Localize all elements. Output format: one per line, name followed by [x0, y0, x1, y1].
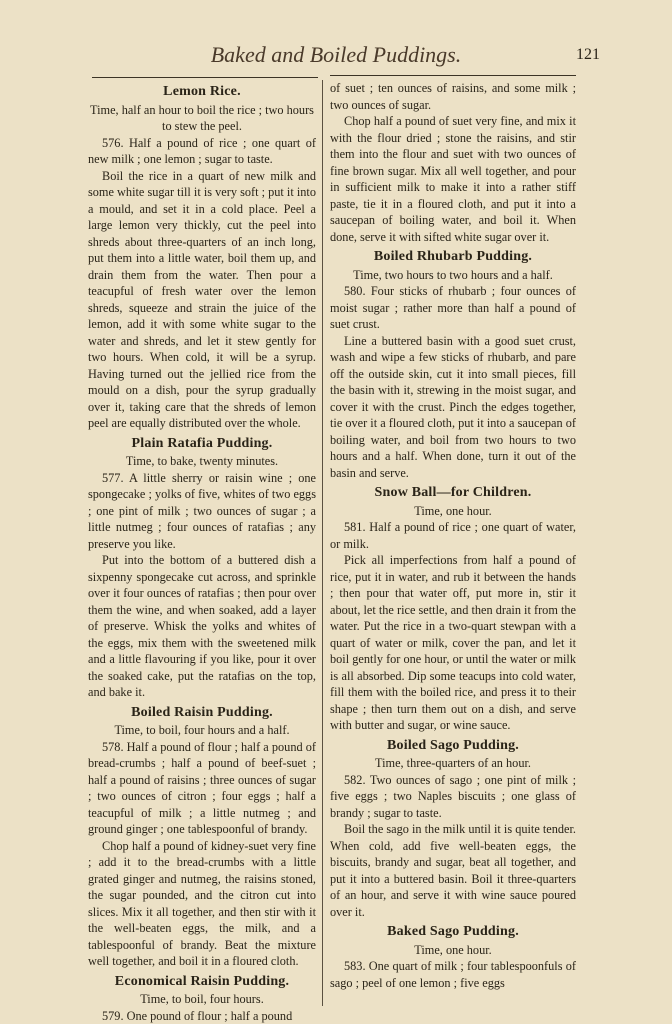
recipe-paragraph: Pick all imperfections from half a pound of rice, put it in water, and rub it between the hands ; then pour that water off, put more in, stir it about, let the rice settle, and then drain it from the water. Put the rice in a two-quart stewpan with a quart of water or milk, cover the pan, and let it boil gently for one hour, or until the water or milk is all absorbed. Dip some teacups into cold water, fill them with the boiled rice, and press it to their shape ; then turn them out on a dish, and serve with butter and sugar, or wine sauce.	[330, 553, 576, 732]
cooking-time: Time, two hours to two hours and a half.	[353, 267, 553, 282]
cooking-time: Time, one hour.	[414, 503, 492, 518]
continued-paragraph: of suet ; ten ounces of raisins, and some milk ; two ounces of sugar.	[330, 81, 576, 112]
recipe-paragraph: 581. Half a pound of rice ; one quart of water, or milk.	[330, 520, 576, 551]
header-rule-right	[330, 75, 576, 76]
cooking-time: Time, to bake, twenty minutes.	[125, 454, 279, 468]
cooking-time: Time, half an hour to boil the rice ; two hours to stew the peel.	[90, 102, 314, 133]
cooking-time: Time, one hour.	[414, 942, 492, 957]
recipe-heading: Boiled Raisin Pudding.	[131, 704, 273, 720]
header-rule-left	[92, 77, 318, 78]
page-number: 121	[576, 46, 600, 63]
recipe-heading: Lemon Rice.	[163, 84, 241, 99]
right-column	[330, 80, 576, 991]
cooking-time: Time, three-quarters of an hour.	[375, 756, 531, 770]
recipe-heading: Snow Ball—for Children.	[374, 485, 532, 500]
recipe-paragraph: Boil the sago in the milk until it is quite tender. When cold, add five well-beaten eggs, the biscuits, brandy and sugar, beat all together, and put it into a buttered basin. Boil it three-quarters of an hour, and serve it with wine sauce poured over it.	[330, 822, 576, 919]
recipe-paragraph: Boil the rice in a quart of new milk and some white sugar till it is very soft ; put it into a mould, and set it in a cold place. Peel a large lemon very thickly, cut the peel into shreds about three-quarters of an inch long, put them into a little water, boil them up, and drain them from the water. Then pour a teacupful of fresh water over the lemon shreds, squeeze and strain the juice of the lemon, add it with some white sugar to the water and shreds, and let it stew gently for two hours. When cold, it will be a syrup. Having turned out the jellied rice from the mould on a dish, pour the syrup gradually over it, taking care that the shreds of lemon peel are equally distributed over the whole.	[88, 168, 316, 430]
recipe-paragraph: 577. A little sherry or raisin wine ; one spongecake ; yolks of five, whites of two eggs ; one pint of milk ; two ounces of sugar ; a little nutmeg ; four ounces of ratafias ; any preserve you like.	[88, 470, 316, 551]
recipe-paragraph: Chop half a pound of kidney-suet very fine ; add it to the bread-crumbs with a little grated ginger and nutmeg, the raisins stoned, the sugar pounded, and the citron cut into slices. Mix it all together, and then stir with it the well-beaten eggs, the milk, and a tablespoonful of brandy. Beat the mixture well together, and boil it in a floured cloth.	[88, 838, 316, 968]
recipe-heading: Plain Ratafia Pudding.	[131, 435, 273, 451]
recipe-paragraph: 579. One pound of flour ; half a pound	[102, 1008, 293, 1023]
recipe-paragraph: 576. Half a pound of rice ; one quart of new milk ; one lemon ; sugar to taste.	[88, 135, 316, 166]
recipe-heading: Baked Sago Pudding.	[387, 924, 519, 939]
cooking-time: Time, to boil, four hours and a half.	[114, 723, 290, 737]
recipe-heading: Economical Raisin Pudding.	[114, 973, 290, 989]
recipe-paragraph: 582. Two ounces of sago ; one pint of milk ; five eggs ; two Naples biscuits ; one glass of brandy ; sugar to taste.	[330, 772, 576, 820]
recipe-paragraph: Chop half a pound of suet very fine, and mix it with the flour dried ; stone the raisins, and stir them into the flour and suet with two ounces of fine brown sugar. Mix all well together, and pour in sufficient milk to make it into a rather stiff paste, tie it in a floured cloth, and put it into a saucepan of boiling water, and boil it. When done, serve it with sifted white sugar over it.	[330, 114, 576, 244]
recipe-heading: Boiled Rhubarb Pudding.	[373, 249, 533, 264]
recipe-paragraph: Line a buttered basin with a good suet crust, wash and wipe a few sticks of rhubarb, and pare off the outside skin, cut it into small pieces, fill the basin with it, strewing in the moist sugar, and cover it with the crust. Pinch the edges together, tie over it a floured cloth, put it into a saucepan of boiling water, and boil from two hours to two hours and a half. When done, turn it out of the basin and serve.	[330, 333, 576, 480]
recipe-paragraph: 580. Four sticks of rhubarb ; four ounces of moist sugar ; rather more than half a pound of suet crust.	[330, 284, 576, 331]
left-column	[88, 80, 316, 1024]
running-title: Baked and Boiled Puddings.	[210, 42, 462, 67]
recipe-heading: Boiled Sago Pudding.	[387, 737, 519, 753]
cooking-time: Time, to boil, four hours.	[140, 992, 264, 1006]
page-header	[0, 42, 672, 72]
column-divider	[322, 80, 323, 1006]
recipe-paragraph: 583. One quart of milk ; four tablespoonfuls of sago ; peel of one lemon ; five eggs	[330, 959, 576, 990]
recipe-paragraph: Put into the bottom of a buttered dish a sixpenny spongecake cut across, and sprinkle over it four ounces of ratafias ; then pour over them the wine, and when soaked, add a layer of preserve. Whisk the yolks and whites of the eggs, mix them with the sweetened milk and a little flavouring if you like, pour it over the soaked cake, put the ratafias on the top, and bake it.	[88, 553, 316, 699]
recipe-paragraph: 578. Half a pound of flour ; half a pound of bread-crumbs ; half a pound of beef-suet ; half a pound of raisins ; three ounces of sugar ; two ounces of citron ; four eggs ; half a teacupful of milk ; a little nutmeg ; and ground ginger ; one tablespoonful of brandy.	[88, 739, 316, 836]
